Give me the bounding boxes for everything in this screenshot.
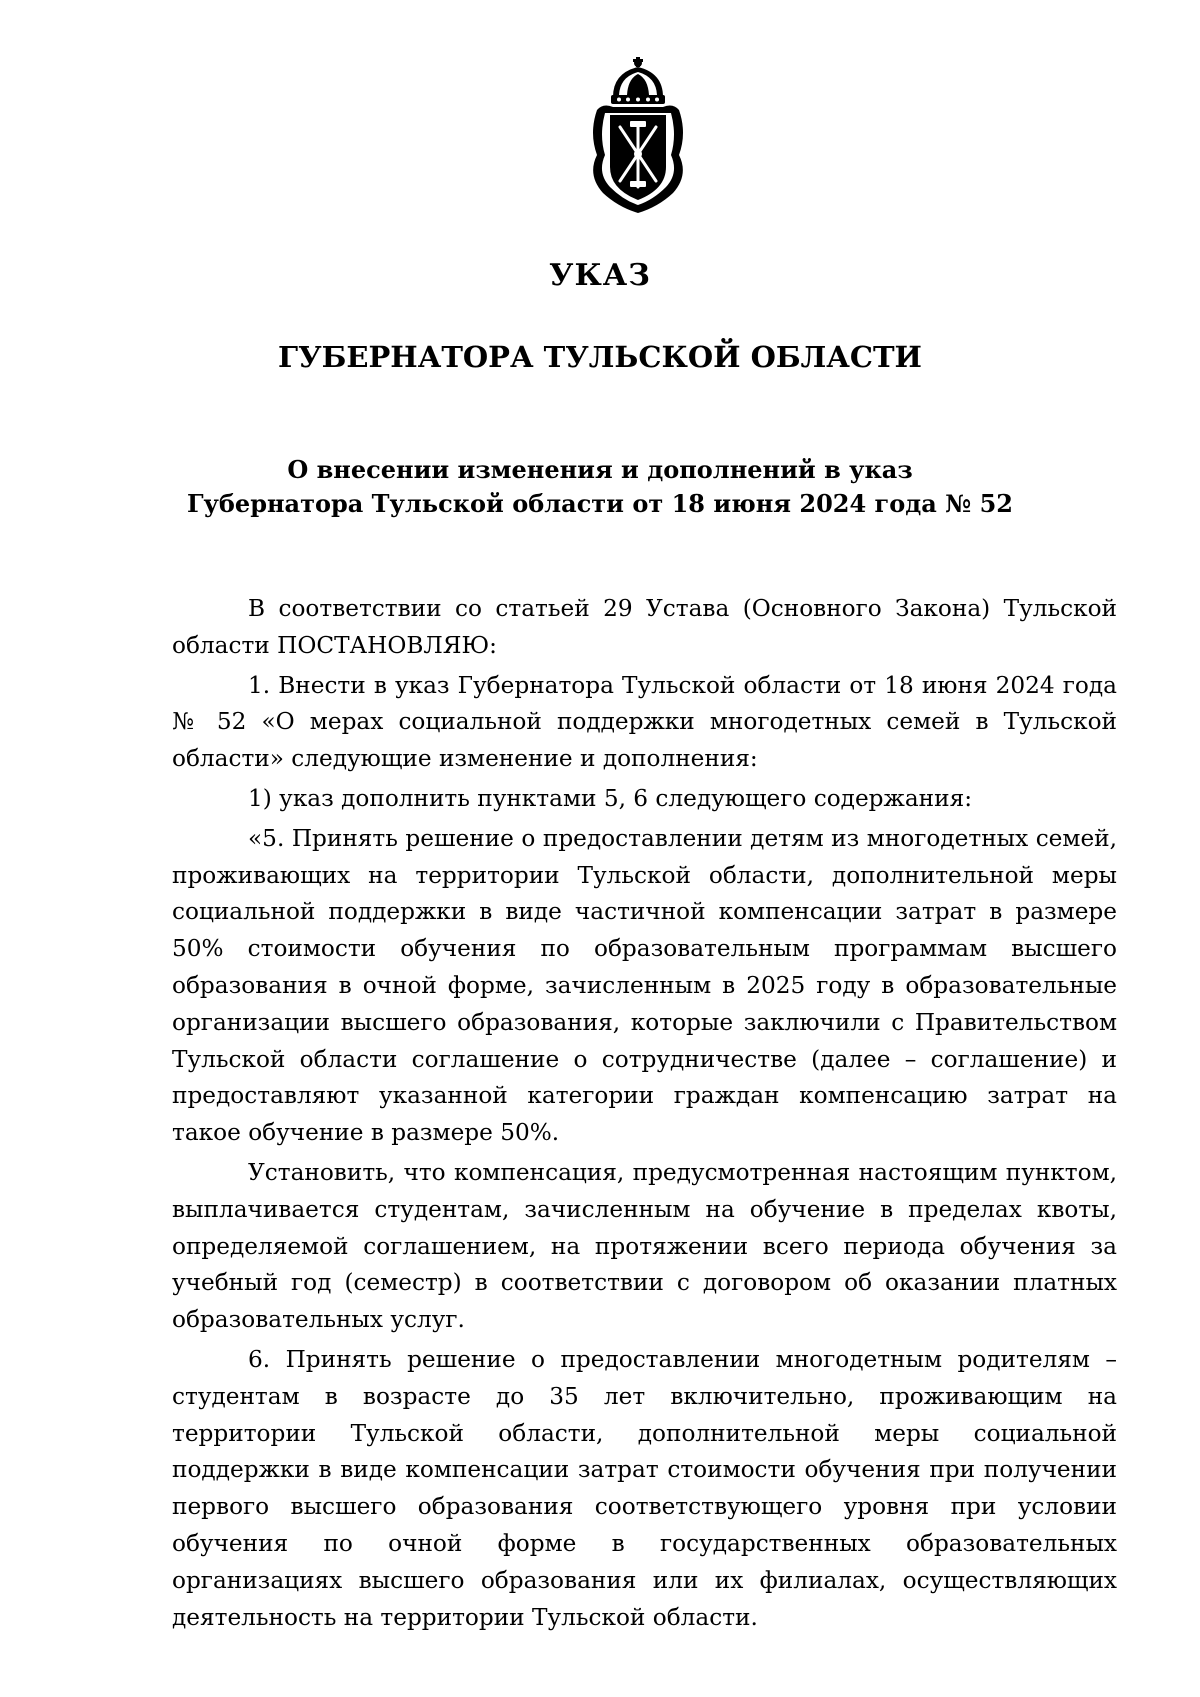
issuer-title: ГУБЕРНАТОРА ТУЛЬСКОЙ ОБЛАСТИ	[278, 340, 922, 374]
subject-line-1: О внесении изменения и дополнений в указ	[287, 455, 913, 484]
document-type-title: УКАЗ	[549, 258, 651, 293]
paragraph-point-5: «5. Принять решение о предоставлении детям из многодетных семей, проживающих на территории Тульской области, дополнительной меры социальной поддержки в виде частичной компенсации затрат в размере 50% стоимости обучения по образовательным программам высшего образования в очной форме, зачисленным в 2025 году в образовательные организации высшего образования, которые заключили с Правительством Тульской области соглашение о сотрудничестве (далее – соглашение) и предоставляют указанной категории граждан компенсацию затрат на такое обучение в размере 50%.	[172, 824, 1117, 1147]
subject-line-2: Губернатора Тульской области от 18 июня 2024 года № 52	[186, 489, 1013, 518]
paragraph-preamble: В соответствии со статьей 29 Устава (Основного Закона) Тульской области ПОСТАНОВЛЯЮ:	[172, 595, 1117, 659]
paragraph-point-6: 6. Принять решение о предоставлении многодетным родителям – студентам в возрасте до 35 лет включительно, проживающим на территории Тульской области, дополнительной меры социальной поддержки в виде компенсации затрат стоимости обучения при получении первого высшего образования соответствующего уровня при условии обучения по очной форме в государственных образовательных организациях высшего образования или их филиалах, осуществляющих деятельность на территории Тульской области.	[172, 1345, 1117, 1631]
paragraph-item-1: 1. Внести в указ Губернатора Тульской области от 18 июня 2024 года № 52 «О мерах социальной поддержки многодетных семей в Тульской области» следующие изменение и дополнения:	[172, 671, 1117, 773]
document-subject	[0, 453, 1200, 521]
tula-region-coat-of-arms-icon	[583, 55, 693, 215]
paragraph-point-5-compensation: Установить, что компенсация, предусмотренная настоящим пунктом, выплачивается студентам, зачисленным на обучение в пределах квоты, определяемой соглашением, на протяжении всего периода обучения за учебный год (семестр) в соответствии с договором об оказании платных образовательных услуг.	[172, 1158, 1117, 1334]
paragraph-subitem-1: 1) указ дополнить пунктами 5, 6 следующего содержания:	[248, 784, 973, 812]
document-body	[172, 591, 1117, 1639]
